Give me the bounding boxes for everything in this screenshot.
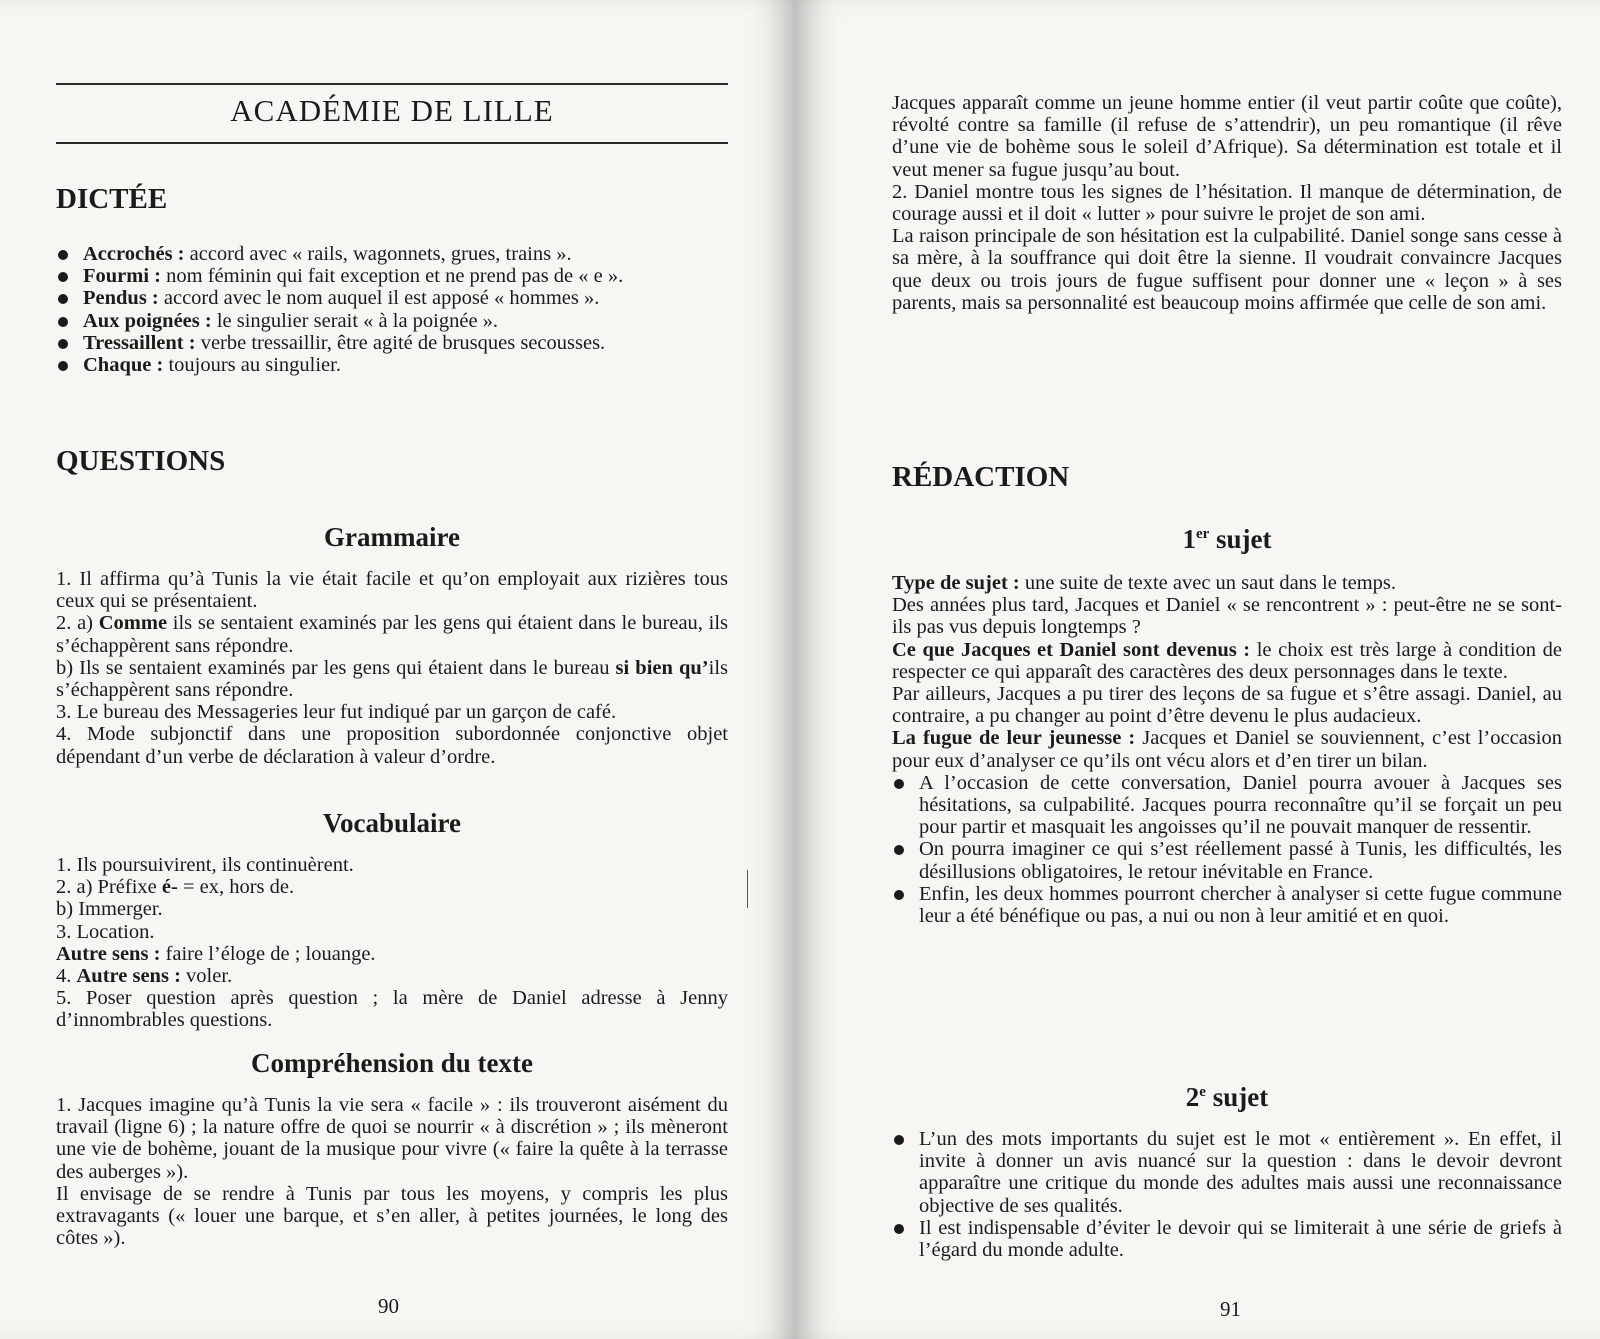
grammaire-heading: Grammaire bbox=[324, 522, 460, 552]
vocabulaire-heading: Vocabulaire bbox=[322, 808, 462, 838]
dictee-item: Chaque : toujours au singulier. bbox=[56, 354, 728, 376]
intro-p2: 2. Daniel montre tous les signes de l’hésitation. Il manque de détermination, de courage aussi et il doit « lutter » pour suivre le projet de son ami. bbox=[892, 180, 1562, 226]
intro-p3: La raison principale de son hésitation est la culpabilité. Daniel songe sans cesse à sa mère, à la souffrance qui doit être la sienne. Il voudrait convaincre Jacques que deux ou trois jours de fugue suffisent pour donner une « leçon » à ses parents, mais sa personnalité est beaucoup moins affirmée que celle de son ami. bbox=[892, 225, 1562, 314]
annees-plus-tard: Des années plus tard, Jacques et Daniel « se rencontrent » : peut-être ne se sont-ils pas vus depuis longtemps ? bbox=[892, 594, 1562, 639]
title-rule-top bbox=[56, 83, 728, 85]
comprehension-p1: 1. Jacques imagine qu’à Tunis la vie sera « facile » : ils trouveront aisément du travail (ligne 6) ; la nature offre de quoi se nourrir « à discrétion » ; ils mèneront une vie de bohème, jouant de la musique pour vivre (« faire la quête à la terrasse des auberges »). bbox=[56, 1094, 728, 1183]
academy-title: ACADÉMIE DE LILLE bbox=[230, 93, 554, 128]
dictee-heading: DICTÉE bbox=[56, 183, 168, 215]
dictee-item: Tressaillent : verbe tressaillir, être agité de brusques secousses. bbox=[56, 332, 728, 354]
vocabulaire-l4: 3. Location. bbox=[56, 920, 155, 943]
sujet1-bullet: On pourra imaginer ce qui s’est réellement passé à Tunis, les difficultés, les désillusions obligatoires, le retour inévitable en France. bbox=[892, 838, 1562, 882]
questions-heading: QUESTIONS bbox=[56, 445, 226, 477]
comprehension-heading: Compréhension du texte bbox=[251, 1048, 533, 1078]
dictee-item: Fourmi : nom féminin qui fait exception et ne prend pas de « e ». bbox=[56, 265, 728, 287]
sujet2-bullet: Il est indispensable d’éviter le devoir qui se limiterait à une série de griefs à l’égard du monde adulte. bbox=[892, 1217, 1562, 1261]
type-de-sujet: Type de sujet : une suite de texte avec un saut dans le temps. bbox=[892, 572, 1397, 594]
sujet2-bullet: L’un des mots importants du sujet est le mot « entièrement ». En effet, il invite à donner un avis nuancé sur la question : dans le devoir devront apparaître une critique du monde des adultes mais aussi une reconnaissance objective de ses qualités. bbox=[892, 1128, 1562, 1217]
dictee-item: Aux poignées : le singulier serait « à la poignée ». bbox=[56, 310, 728, 332]
redaction-heading: RÉDACTION bbox=[892, 461, 1070, 493]
left-page bbox=[0, 0, 795, 1339]
right-page bbox=[795, 0, 1600, 1339]
sujet2-text bbox=[892, 1128, 1562, 1261]
sujet1-bullet: Enfin, les deux hommes pourront chercher à analyser si cette fugue commune leur a été bénéfique ou pas, a nui ou non à leur amitié et en quoi. bbox=[892, 883, 1562, 927]
vocabulaire-l6: 4. Autre sens : voler. bbox=[56, 965, 233, 988]
comprehension-p2: Il envisage de se rendre à Tunis par tous les moyens, y compris les plus extravagants (« louer une barque, et s’en aller, à petites journées, le long des côtes »). bbox=[56, 1182, 728, 1250]
vocabulaire-l5: Autre sens : faire l’éloge de ; louange. bbox=[56, 942, 376, 965]
dictee-item: Accrochés : accord avec « rails, wagonnets, grues, trains ». bbox=[56, 243, 728, 265]
sujet1-heading: 1er sujet bbox=[1182, 524, 1272, 554]
dictee-item: Pendus : accord avec le nom auquel il est apposé « hommes ». bbox=[56, 287, 728, 309]
fugue-jeunesse: La fugue de leur jeunesse : Jacques et Daniel se souviennent, c’est l’occasion pour eux d’analyser ce qu’ils ont vécu alors et d’en tirer un bilan. bbox=[892, 727, 1562, 772]
intro-text bbox=[892, 92, 1562, 314]
intro-p1: Jacques apparaît comme un jeune homme entier (il veut partir coûte que coûte), révolté contre sa famille (il refuse de s’attendrir), un peu romantique (il rêve d’une vie de bohème sous le soleil d’Afrique). Sa détermination est totale et il veut mener sa fugue jusqu’au bout. bbox=[892, 92, 1562, 181]
vocabulaire-l1: 1. Ils poursuivirent, ils continuèrent. bbox=[56, 854, 354, 876]
grammaire-p4: 4. Mode subjonctif dans une proposition subordonnée conjonctive objet dépendant d’un verbe de déclaration à valeur d’ordre. bbox=[56, 723, 728, 768]
grammaire-text bbox=[56, 568, 728, 768]
vocabulaire-l3: b) Immerger. bbox=[56, 898, 163, 921]
par-ailleurs: Par ailleurs, Jacques a pu tirer des leçons de sa fugue et s’être assagi. Daniel, au contraire, a pu changer au point d’être devenu le plus audacieux. bbox=[892, 683, 1562, 728]
sujet1-text bbox=[892, 572, 1562, 927]
page-number-left: 90 bbox=[378, 1294, 399, 1318]
dictee-list bbox=[56, 243, 728, 376]
page-number-right: 91 bbox=[1220, 1297, 1241, 1321]
grammaire-p2b: b) Ils se sentaient examinés par les gens qui étaient dans le bureau si bien qu’ils s’échappèrent sans répondre. bbox=[56, 656, 728, 702]
grammaire-p2a: 2. a) Comme ils se sentaient examinés par les gens qui étaient dans le bureau, ils s’échappèrent sans répondre. bbox=[56, 612, 728, 657]
vocabulaire-l7: 5. Poser question après question ; la mère de Daniel adresse à Jenny d’innombrables questions. bbox=[56, 987, 728, 1032]
ce-que-devenus: Ce que Jacques et Daniel sont devenus : le choix est très large à condition de respecter ce qui apparaît des caractères des deux personnages dans le texte. bbox=[892, 638, 1562, 683]
grammaire-p1: 1. Il affirma qu’à Tunis la vie était facile et qu’on employait aux rizières tous ceux qui se présentaient. bbox=[56, 568, 728, 613]
sujet1-bullet: A l’occasion de cette conversation, Daniel pourra avouer à Jacques ses hésitations, sa culpabilité. Jacques pourra reconnaître qu’il se forçait un peu pour partir et masquait les angoisses qu’il ne pouvait manquer de ressentir. bbox=[892, 772, 1562, 839]
grammaire-p3: 3. Le bureau des Messageries leur fut indiqué par un garçon de café. bbox=[56, 701, 617, 724]
sujet2-heading: 2e sujet bbox=[1185, 1082, 1269, 1112]
vocabulaire-text bbox=[56, 854, 728, 1032]
title-rule-bottom bbox=[56, 142, 728, 144]
comprehension-text bbox=[56, 1094, 728, 1249]
vocabulaire-l2: 2. a) Préfixe é- = ex, hors de. bbox=[56, 876, 295, 899]
gutter-mark bbox=[747, 870, 748, 908]
